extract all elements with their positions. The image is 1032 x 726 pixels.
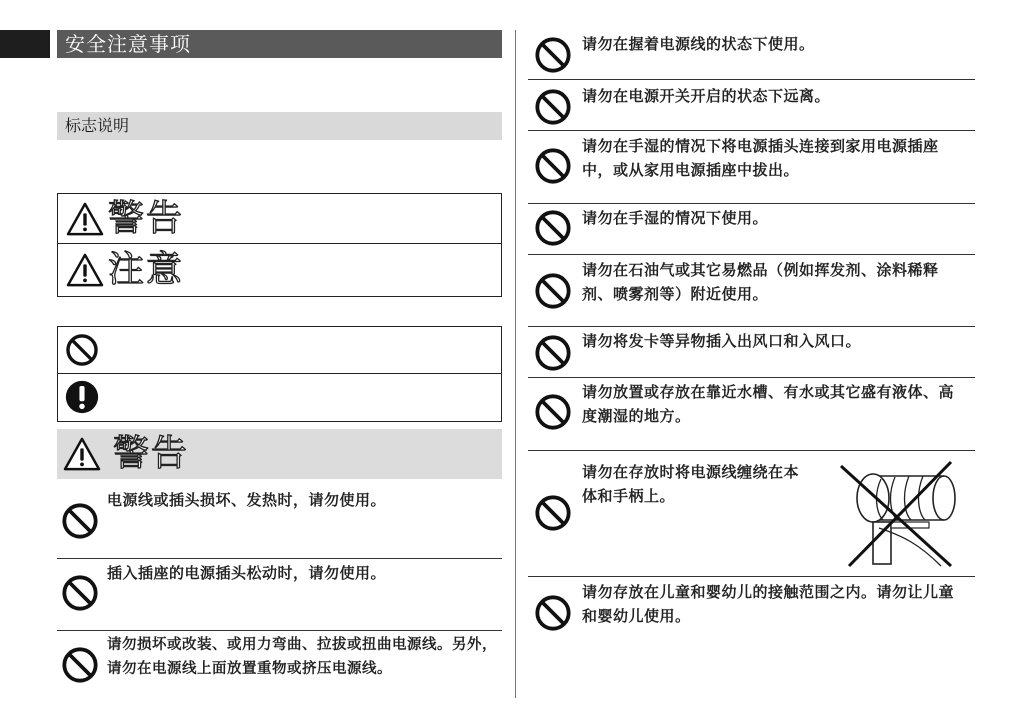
legend-row-warning [58, 194, 501, 244]
prohibited-icon [61, 574, 99, 612]
caution-signal-word: 注意 [108, 249, 185, 290]
warning-item [528, 131, 975, 203]
signal-word-legend [57, 193, 502, 297]
warning-item-text: 电源线或插头损坏、发热时，请勿使用。 [107, 491, 387, 509]
prohibited-icon [65, 333, 99, 367]
warning-item-text: 请勿在握着电源线的状态下使用。 [582, 35, 815, 53]
page-tab-marker [0, 30, 50, 58]
warning-item-text: 请勿在存放时将电源线缠绕在本体和手柄上。 [582, 463, 800, 505]
prohibited-icon [534, 272, 572, 310]
warning-triangle-icon [66, 202, 104, 236]
prohibited-icon [534, 594, 572, 632]
prohibited-icon [61, 646, 99, 684]
legend-row-prohibited [58, 327, 501, 374]
prohibited-icon [534, 36, 572, 74]
warning-item [528, 378, 975, 450]
warning-item-text: 请勿存放在儿童和婴幼儿的接触范围之内。请勿让儿童和婴幼儿使用。 [582, 583, 955, 625]
page-title: 安全注意事项 [57, 30, 502, 58]
warning-item [528, 204, 975, 254]
warning-item-text: 请勿损坏或改装、或用力弯曲、拉拔或扭曲电源线。另外，请勿在电源线上面放置重物或挤压电源线。 [107, 637, 497, 677]
prohibited-icon [534, 393, 572, 431]
warning-item [57, 480, 502, 558]
legend-heading: 标志说明 [57, 112, 502, 140]
prohibited-icon [534, 494, 572, 532]
prohibited-icon [534, 334, 572, 372]
warning-item-text: 请勿在电源开关开启的状态下远离。 [582, 87, 831, 105]
prohibited-icon [534, 88, 572, 126]
legend-row-caution [58, 244, 501, 296]
legend-row-mandatory [58, 374, 501, 421]
warning-item [528, 255, 975, 326]
warning-item [57, 631, 502, 701]
warning-item-text: 请勿放置或存放在靠近水槽、有水或其它盛有液体、高度潮湿的地方。 [582, 383, 955, 425]
warning-signal-word: 警告 [108, 198, 185, 239]
warning-item-text: 请勿将发卡等异物插入出风口和入风口。 [582, 332, 862, 350]
warning-item [528, 30, 975, 79]
column-divider [515, 30, 516, 698]
warning-item [57, 559, 502, 631]
prohibited-icon [534, 209, 572, 247]
warning-item [528, 451, 975, 576]
warning-item [528, 577, 975, 649]
prohibited-icon [534, 147, 572, 185]
warning-triangle-icon [63, 437, 101, 471]
warning-item-text: 插入插座的电源插头松动时，请勿使用。 [107, 564, 387, 582]
warning-triangle-icon [66, 253, 104, 287]
mandatory-icon [65, 380, 99, 414]
warning-banner-label: 警告 [113, 433, 190, 474]
warning-item-text: 请勿在石油气或其它易燃品（例如挥发剂、涂料稀释剂、喷雾剂等）附近使用。 [582, 261, 939, 303]
warning-item-text: 请勿在手湿的情况下使用。 [582, 209, 769, 227]
warning-item-text: 请勿在手湿的情况下将电源插头连接到家用电源插座中，或从家用电源插座中拔出。 [582, 137, 939, 179]
prohibited-icon [61, 502, 99, 540]
cord-wrapped-dryer-illustration [833, 456, 963, 571]
warning-banner [57, 429, 502, 479]
warning-item [528, 80, 975, 130]
warning-item [528, 327, 975, 377]
symbol-legend [57, 326, 502, 422]
